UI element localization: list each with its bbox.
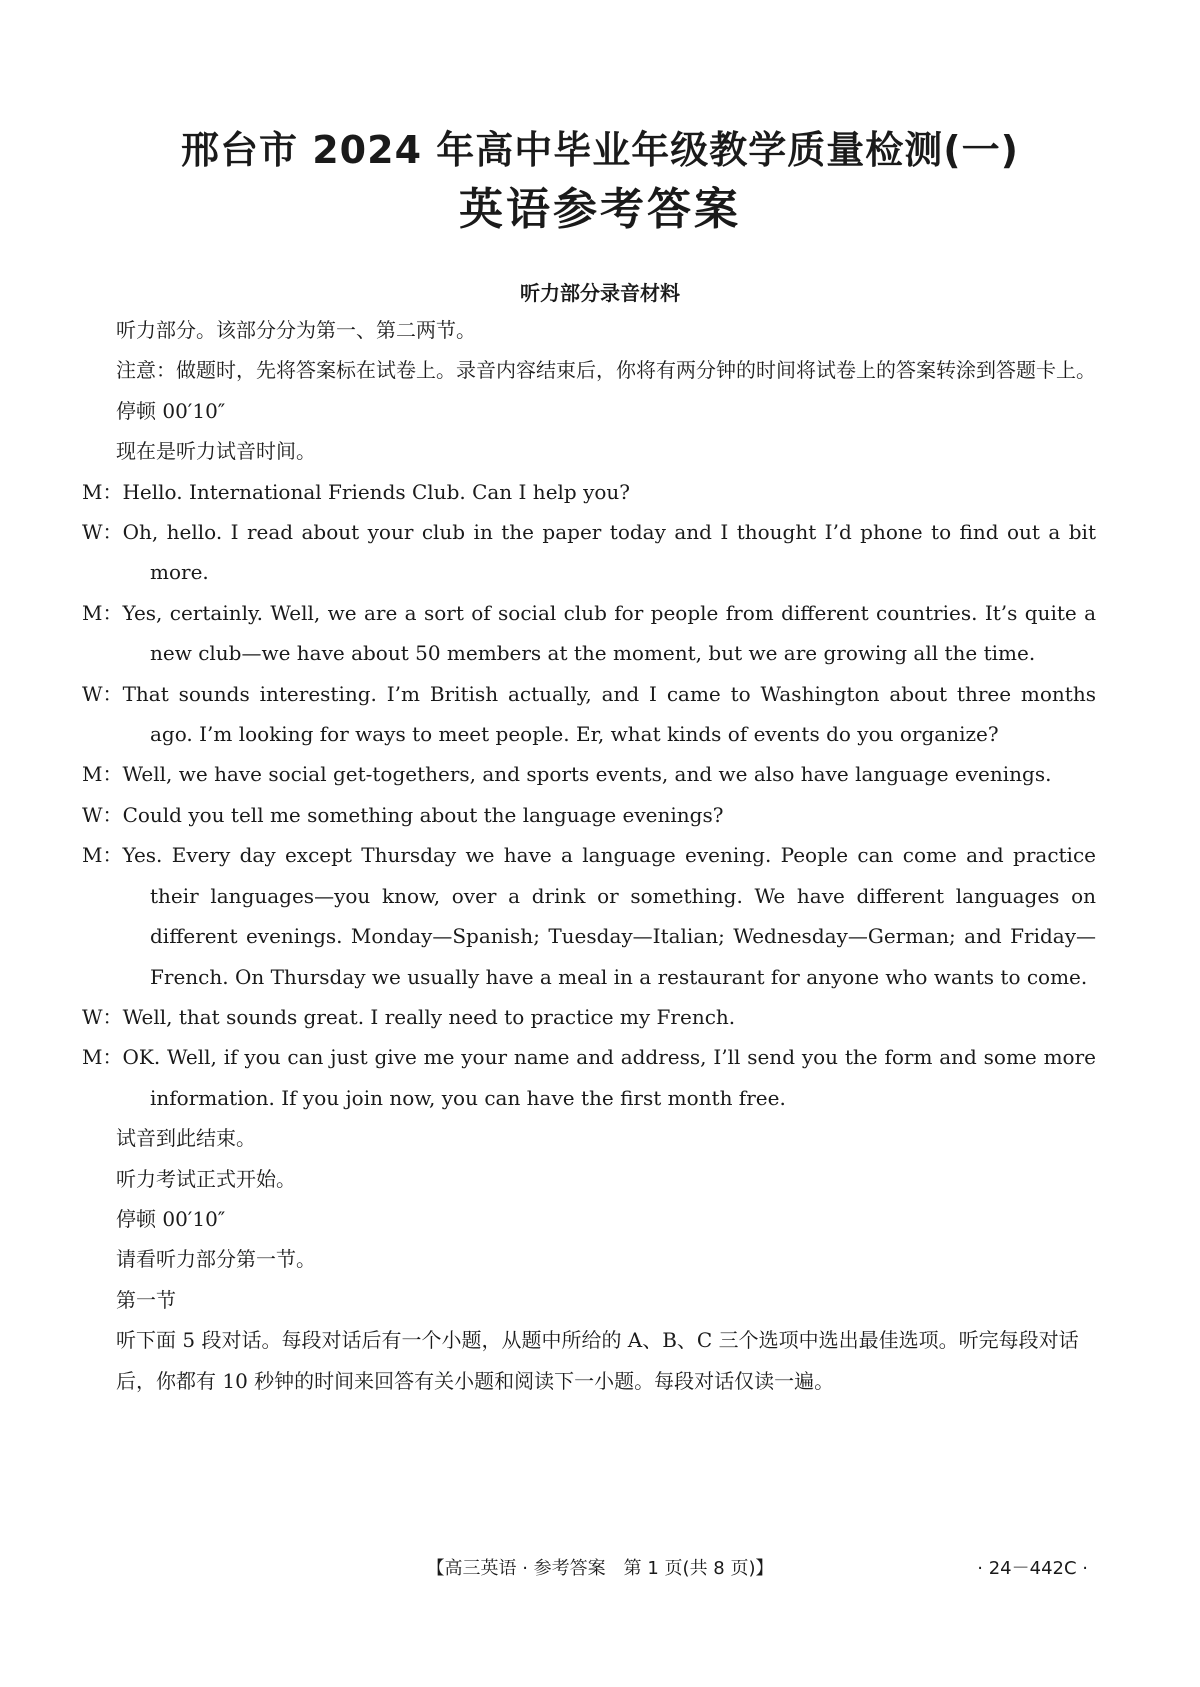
speaker-label: M： [82,1045,123,1070]
speaker-label: M： [82,479,123,504]
pause-line: 停顿 00′10″ [116,1206,226,1231]
trial-start-line: 现在是听力试音时间。 [116,439,316,464]
dialogue-line [82,754,1096,794]
footer-page-info: 【高三英语 · 参考答案 第 1 页(共 8 页)】 [426,1558,774,1579]
dialogue-text: Could you tell me something about the language evenings? [122,802,724,827]
dialogue-line [82,997,1096,1037]
document-title: 英语参考答案 [459,184,741,235]
section-directions: 听下面 5 段对话。每段对话后有一个小题，从题中所给的 A、B、C 三个选项中选出最佳选项。听完每段对话后，你都有 10 秒钟的时间来回答有关小题和阅读下一小题。每段对话仅读一遍。 [116,1328,1079,1393]
exam-start-line: 听力考试正式开始。 [116,1166,296,1191]
speaker-label: W： [82,681,123,706]
intro-line: 听力部分。该部分分为第一、第二两节。 [116,318,476,342]
notice-line: 注意：做题时，先将答案标在试卷上。录音内容结束后，你将有两分钟的时间将试卷上的答案转涂到答题卡上。 [116,358,1096,383]
dialogue-text: Well, that sounds great. I really need to practice my French. [122,1004,736,1029]
speaker-label: M： [82,600,123,625]
dialogue-text: OK. Well, if you can just give me your name and address, I’ll send you the form and some more information. If you join now, you can have the first month free. [122,1045,1096,1110]
dialogue-line [82,512,1096,593]
dialogue-line [82,674,1096,755]
dialogue-text: That sounds interesting. I’m British actually, and I came to Washington about three months ago. I’m looking for ways to meet people. Er, what kinds of events do you organize? [122,681,1096,747]
dialogue-line [82,1037,1096,1118]
section-instruction-line: 请看听力部分第一节。 [116,1247,316,1272]
section-heading: 听力部分录音材料 [520,281,680,305]
transcript-body [82,310,1096,1401]
trial-end-line: 试音到此结束。 [116,1126,256,1151]
speaker-label: W： [82,1004,123,1029]
exam-title: 邢台市 2024 年高中毕业年级教学质量检测(一) [181,128,1019,172]
section-label: 第一节 [116,1287,176,1312]
speaker-label: M： [82,762,123,787]
dialogue-text: Yes, certainly. Well, we are a sort of social club for people from different countries. It’s quite a new club—we have about 50 members at the moment, but we are growing all the time. [122,600,1096,666]
dialogue-line [82,593,1096,674]
speaker-label: W： [82,802,123,827]
footer-code: · 24－442C · [977,1558,1088,1579]
pause-line: 停顿 00′10″ [116,398,226,423]
dialogue-text: Well, we have social get-togethers, and sports events, and we also have language evenings. [122,762,1052,787]
speaker-label: W： [82,520,123,545]
dialogue-text: Oh, hello. I read about your club in the paper today and I thought I’d phone to find out a bit more. [122,520,1096,585]
speaker-label: M： [82,843,123,868]
dialogue-line [82,835,1096,997]
dialogue-line [82,472,1096,512]
dialogue-line [82,795,1096,835]
dialogue-text: Hello. International Friends Club. Can I help you? [122,479,631,504]
dialogue-text: Yes. Every day except Thursday we have a language evening. People can come and practice their languages—you know, over a drink or something. We have different languages on different evenings. Monday—Spanish; Tuesday—Italian; Wednesday—German; and Friday—French. On Thursday we usually have a meal in a restaurant for anyone who wants to come. [122,843,1096,989]
